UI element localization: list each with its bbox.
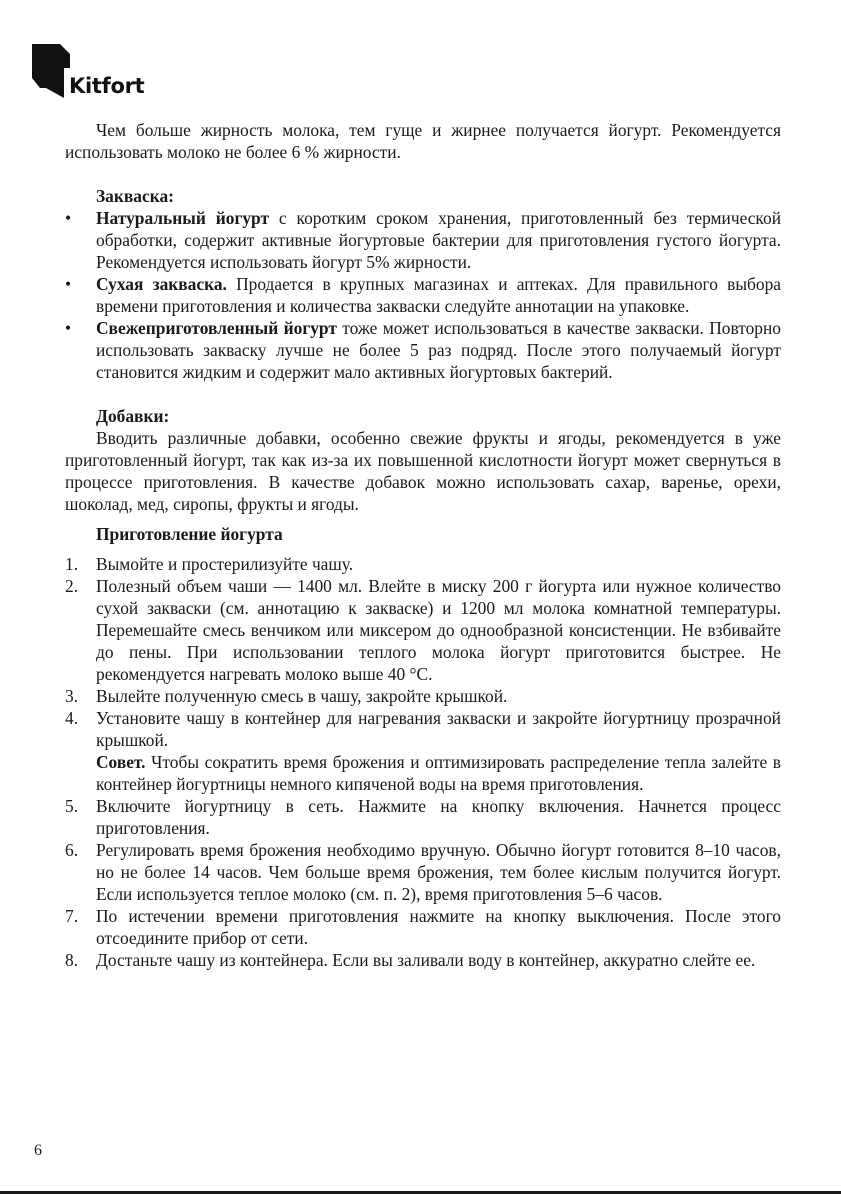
list-item: • Сухая закваска. Продается в крупных магазинах и аптеках. Для правильного выбора времени приготовления и количества закваски следуйте аннотации на упаковке.: [65, 274, 781, 316]
preparation-steps: [65, 553, 781, 971]
kitfort-logo-icon: [32, 44, 70, 98]
additives-heading: Добавки:: [96, 406, 170, 426]
page-number: 6: [34, 1142, 42, 1159]
intro-paragraph: Чем больше жирность молока, тем гуще и жирнее получается йогурт. Рекомендуется использовать молоко не более 6 % жирности.: [65, 120, 781, 162]
list-item: • Свежеприготовленный йогурт тоже может использоваться в качестве закваски. Повторно использовать закваску лучше не более 5 раз подряд. После этого получаемый йогурт становится жидким и содержит мало активных йогуртовых бактерий.: [65, 318, 781, 382]
page-content: [65, 119, 781, 971]
tip-text: Чтобы сократить время брожения и оптимизировать распределение тепла залейте в контейнер йогуртницы немного кипяченой воды на время приготовления.: [96, 752, 781, 794]
step-item: 8. Достаньте чашу из контейнера. Если вы заливали воду в контейнер, аккуратно слейте ее.: [65, 950, 756, 970]
step-item: 2. Полезный объем чаши — 1400 мл. Влейте в миску 200 г йогурта или нужное количество сухой закваски (см. аннотацию к закваске) и 1200 мл молока комнатной температуры. Перемешайте смесь венчиком или миксером до однообразной консистенции. Не взбивайте до пены. При использовании теплого молока йогурт приготовится быстрее. Не рекомендуется нагревать молоко выше 40 °C.: [65, 576, 781, 684]
additives-paragraph: Вводить различные добавки, особенно свежие фрукты и ягоды, рекомендуется в уже приготовленный йогурт, так как из-за их повышенной кислотности йогурт может свернуться в процессе приготовления. В качестве добавок можно использовать сахар, варенье, орехи, шоколад, мед, сиропы, фрукты и ягоды.: [65, 428, 781, 514]
step-item: 6. Регулировать время брожения необходимо вручную. Обычно йогурт готовится 8–10 часов, но не более 14 часов. Чем больше время брожения, тем более кислым получится йогурт. Если используется теплое молоко (см. п. 2), время приготовления 5–6 часов.: [65, 840, 781, 904]
brand-name: Kitfort: [69, 74, 145, 98]
list-item: • Натуральный йогурт с коротким сроком хранения, приготовленный без термической обработки, содержит активные йогуртовые бактерии для приготовления густого йогурта. Рекомендуется использовать йогурт 5% жирности.: [65, 208, 782, 272]
tip-label: Совет.: [96, 752, 146, 772]
starter-list: [65, 207, 781, 383]
step-item: 1. Вымойте и простерилизуйте чашу.: [65, 554, 354, 574]
starter-heading: Закваска:: [96, 186, 174, 206]
step-item: 5. Включите йогуртницу в сеть. Нажмите на кнопку включения. Начнется процесс приготовления.: [65, 796, 781, 838]
preparation-heading: Приготовление йогурта: [96, 524, 283, 544]
step-item: 4. Установите чашу в контейнер для нагревания закваски и закройте йогуртницу прозрачной крышкой. Совет. Чтобы сократить время брожения и оптимизировать распределение тепла залейте в контейнер йогуртницы немного кипяченой воды на время приготовления.: [65, 708, 781, 794]
step-item: 3. Вылейте полученную смесь в чашу, закройте крышкой.: [65, 686, 508, 706]
step-item: 7. По истечении времени приготовления нажмите на кнопку выключения. После этого отсоедините прибор от сети.: [65, 906, 781, 948]
